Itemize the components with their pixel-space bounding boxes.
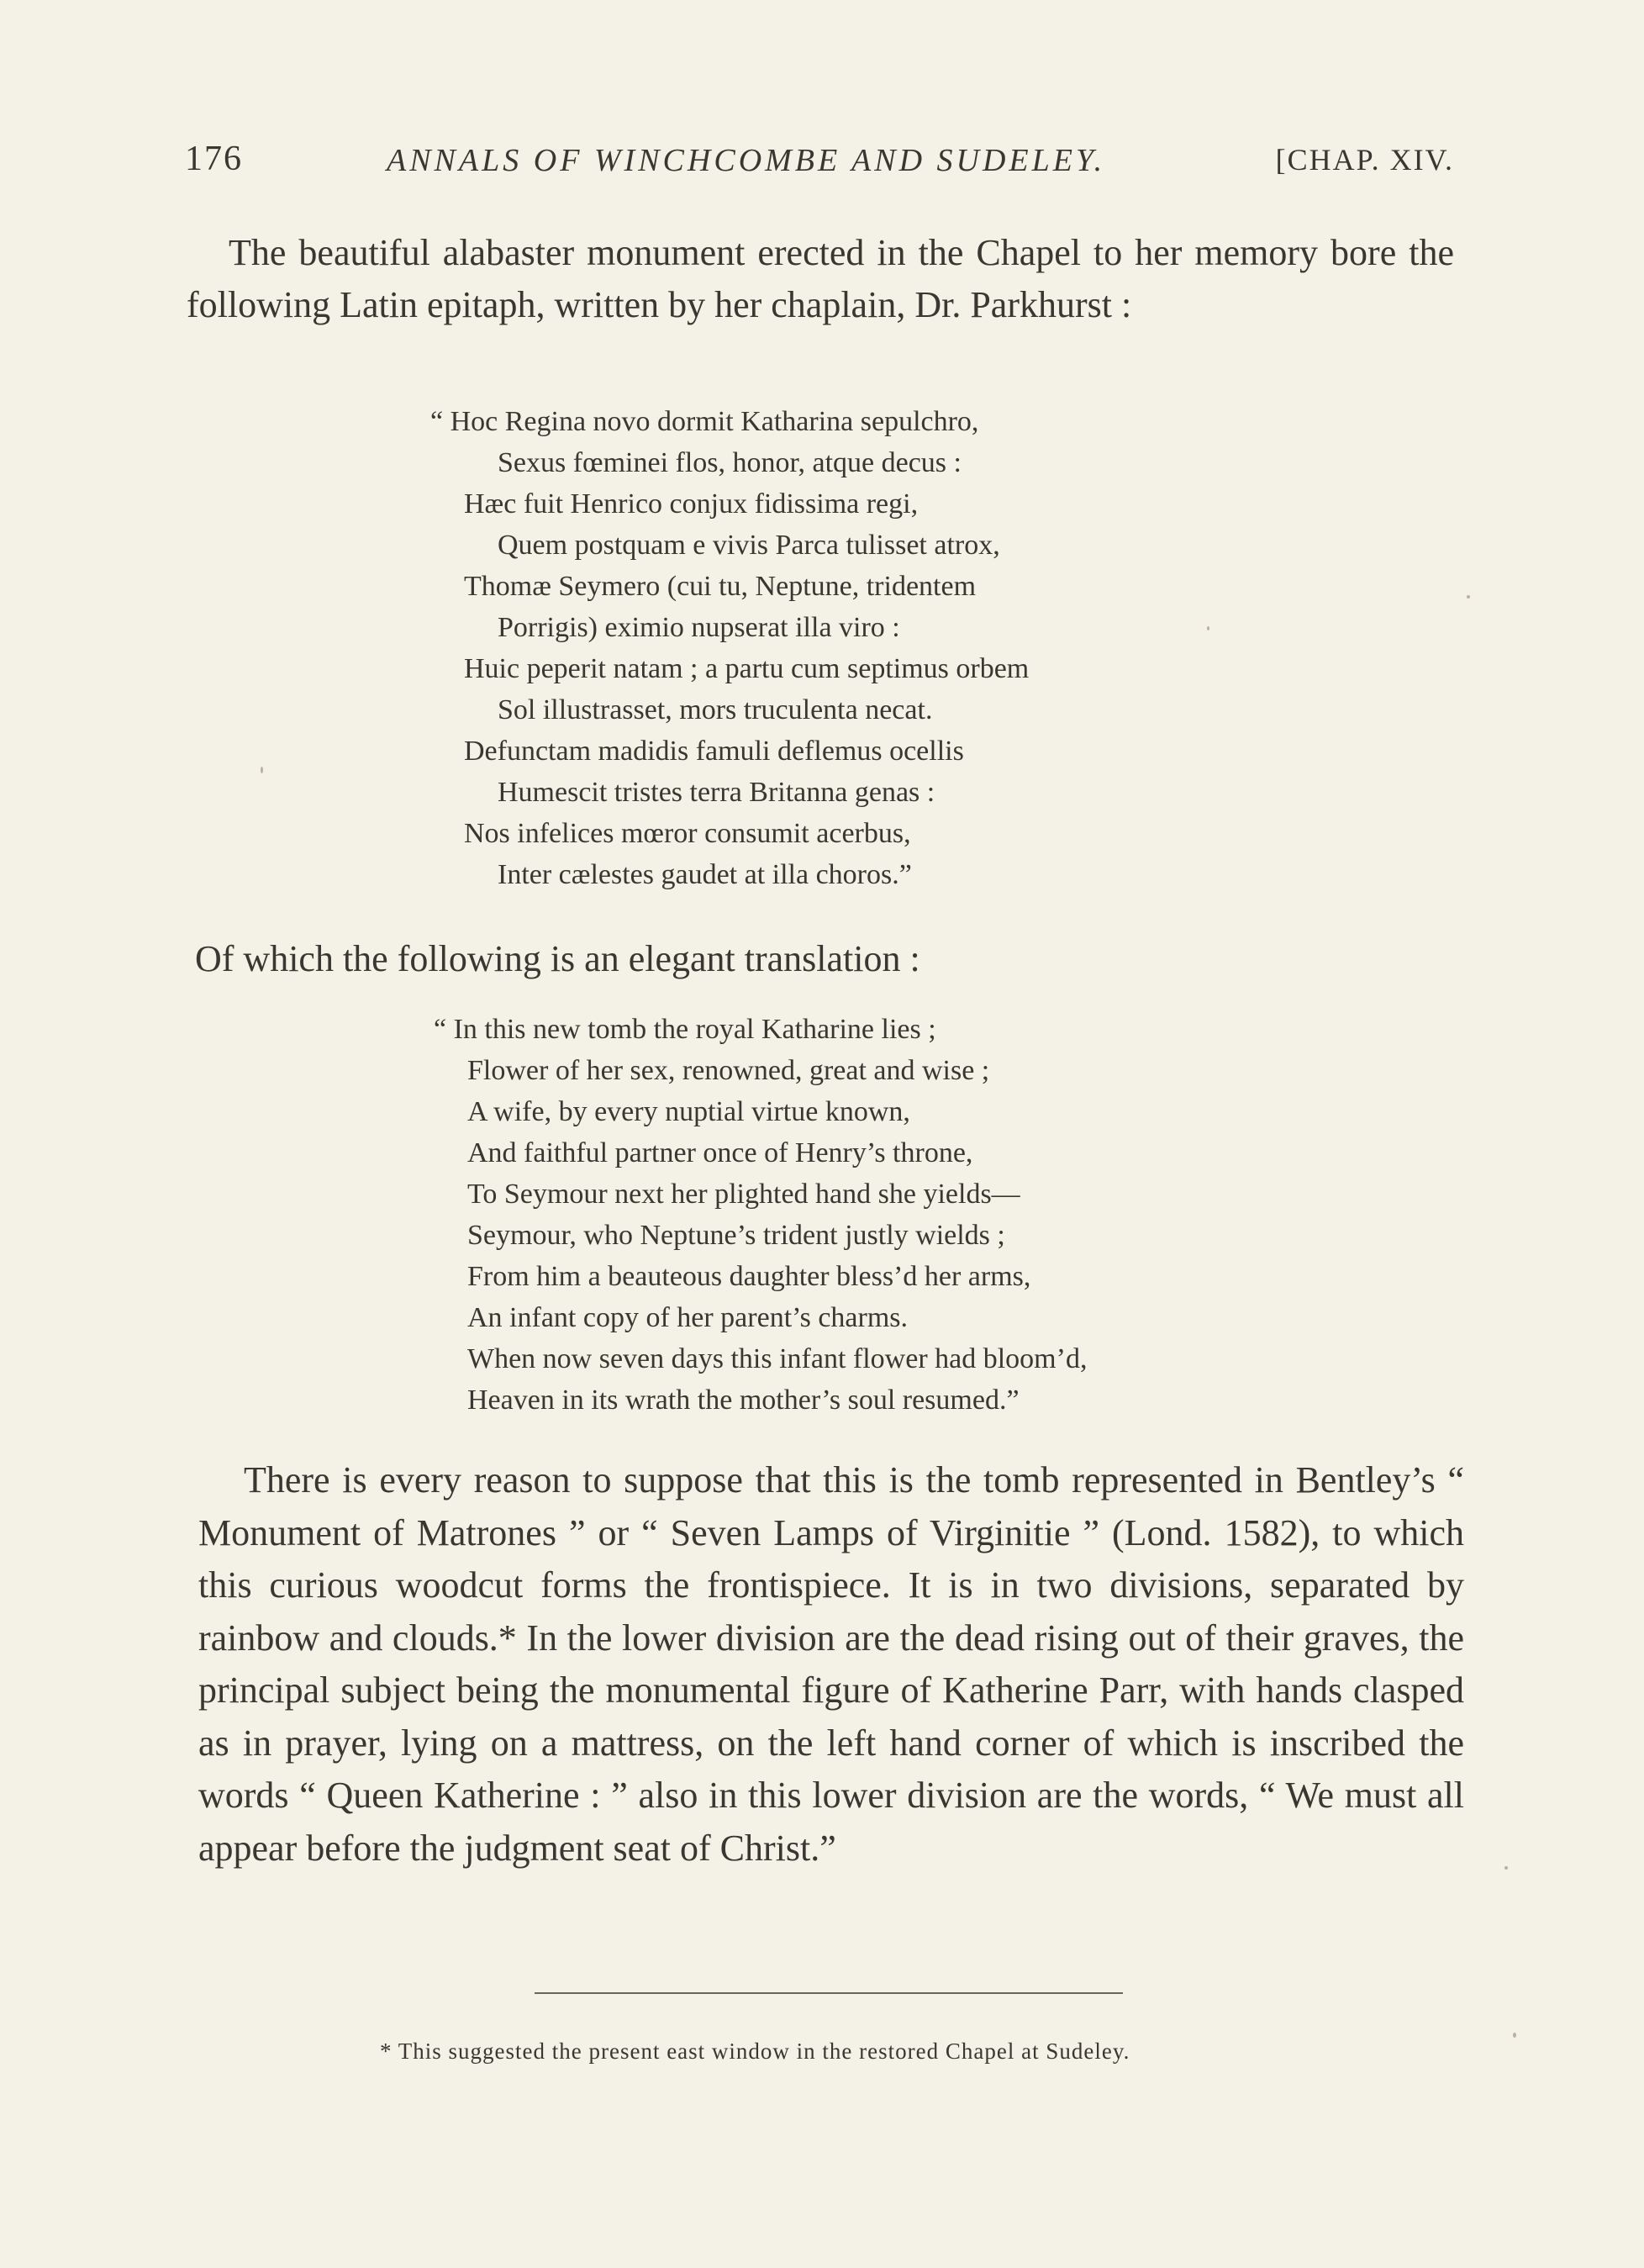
latin-verse-line: Hæc fuit Henrico conjux fidissima regi,	[464, 488, 919, 520]
running-title: ANNALS OF WINCHCOMBE AND SUDELEY.	[387, 143, 1106, 178]
latin-verse-line: Porrigis) eximio nupserat illa viro :	[498, 612, 900, 643]
latin-verse-line: Nos infelices mœror consumit acerbus,	[464, 818, 911, 849]
english-verse-line: To Seymour next her plighted hand she yields—	[467, 1179, 1020, 1210]
english-verse-line: “ In this new tomb the royal Katharine lies ;	[434, 1014, 936, 1045]
latin-verse-line: Inter cælestes gaudet at illa choros.”	[498, 859, 912, 890]
latin-verse-line: Sol illustrasset, mors truculenta necat.	[498, 694, 933, 725]
footnote-divider	[535, 1992, 1123, 1994]
paragraph-intro	[187, 227, 1454, 331]
footnote	[380, 2036, 1130, 2066]
english-verse-line: A wife, by every nuptial virtue known,	[467, 1096, 910, 1127]
latin-verse-line: Defunctam madidis famuli deflemus ocellis	[464, 736, 964, 767]
paragraph-translation-intro-text: Of which the following is an elegant translation :	[195, 938, 920, 979]
paragraph-tomb-description-text: There is every reason to suppose that this is the tomb represented in Bentley’s “ Monument of Matrones ” or “ Seven Lamps of Virginitie ” (Lond. 1582), to which this curious woodcut forms the frontispiece. It is in two divisions, separated by rainbow and clouds.* In the lower division are the dead rising out of their graves, the principal subject being the monumental figure of Katherine Parr, with hands clasped as in prayer, lying on a mattress, on the left hand corner of which is inscribed the words “ Queen Katherine : ” also in this lower division are the words, “ We must all appear before the judgment seat of Christ.”	[198, 1459, 1464, 1869]
latin-verse-line: Quem postquam e vivis Parca tulisset atrox,	[498, 530, 1000, 561]
latin-verse-line: Huic peperit natam ; a partu cum septimus orbem	[464, 653, 1030, 684]
english-verse-line: An infant copy of her parent’s charms.	[467, 1302, 908, 1333]
latin-verse-line: “ Hoc Regina novo dormit Katharina sepulchro,	[430, 406, 979, 437]
page-number: 176	[185, 140, 243, 178]
running-header	[185, 139, 1454, 189]
paper-speck	[1467, 595, 1470, 599]
paper-speck	[1513, 2033, 1516, 2038]
english-translation	[434, 1009, 1087, 1421]
footnote-text: * This suggested the present east window in the restored Chapel at Sudeley.	[380, 2039, 1130, 2064]
latin-verse-line: Humescit tristes terra Britanna genas :	[498, 777, 935, 808]
paper-speck	[1504, 1866, 1508, 1870]
english-verse-line: Heaven in its wrath the mother’s soul resumed.”	[467, 1385, 1020, 1416]
paragraph-intro-text: The beautiful alabaster monument erected in the Chapel to her memory bore the following Latin epitaph, written by her chaplain, Dr. Parkhurst :	[187, 232, 1454, 325]
chapter-label: [CHAP. XIV.	[1275, 143, 1454, 177]
paragraph-translation-intro	[195, 933, 1456, 985]
paper-speck	[261, 767, 263, 773]
english-verse-line: Seymour, who Neptune’s trident justly wields ;	[467, 1220, 1005, 1251]
paragraph-tomb-description	[198, 1454, 1464, 1875]
english-verse-line: Flower of her sex, renowned, great and wise ;	[467, 1055, 990, 1086]
latin-epitaph	[430, 401, 1029, 895]
latin-verse-line: Sexus fœminei flos, honor, atque decus :	[498, 447, 962, 478]
english-verse-line: From him a beauteous daughter bless’d her arms,	[467, 1261, 1031, 1292]
english-verse-line: When now seven days this infant flower had bloom’d,	[467, 1343, 1088, 1374]
english-verse-line: And faithful partner once of Henry’s throne,	[467, 1137, 973, 1168]
paper-speck	[1207, 626, 1209, 630]
latin-verse-line: Thomæ Seymero (cui tu, Neptune, tridentem	[464, 571, 977, 602]
